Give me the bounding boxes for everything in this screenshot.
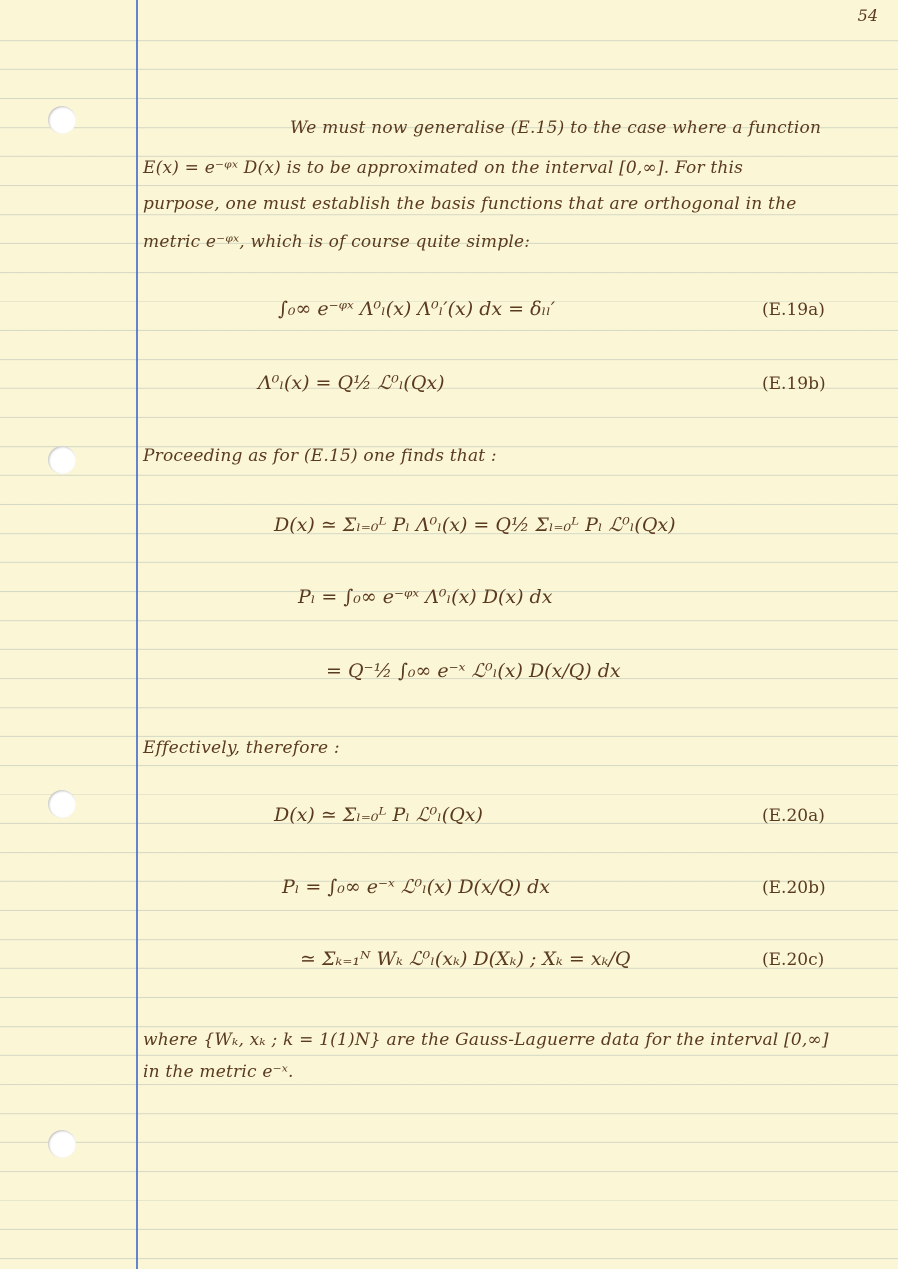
paragraph-1-line-4: metric e⁻ᵠˣ, which is of course quite simple: bbox=[143, 232, 531, 252]
equation-label-e20a: (E.20a) bbox=[762, 806, 825, 826]
equation-label-e19b: (E.19b) bbox=[762, 374, 826, 394]
equation-expansion-3: = Q⁻½ ∫₀∞ e⁻ˣ ℒ⁰ₗ(x) D(x/Q) dx bbox=[326, 660, 621, 682]
punch-hole bbox=[48, 106, 76, 134]
page-number: 54 bbox=[857, 6, 878, 25]
equation-e20c: ≃ Σₖ₌₁ᴺ Wₖ ℒ⁰ₗ(xₖ) D(Xₖ) ; Xₖ = xₖ/Q bbox=[300, 948, 631, 970]
equation-expansion-2: Pₗ = ∫₀∞ e⁻ᵠˣ Λ⁰ₗ(x) D(x) dx bbox=[298, 586, 553, 608]
punch-hole bbox=[48, 1130, 76, 1158]
paragraph-1-line-3: purpose, one must establish the basis functions that are orthogonal in the bbox=[143, 194, 797, 214]
equation-e20a: D(x) ≃ Σₗ₌₀ᴸ Pₗ ℒ⁰ₗ(Qx) bbox=[274, 804, 483, 826]
paragraph-1-line-2: E(x) = e⁻ᵠˣ D(x) is to be approximated on the interval [0,∞]. For this bbox=[143, 158, 744, 178]
margin-line bbox=[136, 0, 138, 1269]
punch-hole bbox=[48, 446, 76, 474]
punch-hole bbox=[48, 790, 76, 818]
paragraph-4-line-1: where {Wₖ, xₖ ; k = 1(1)N} are the Gauss-Laguerre data for the interval [0,∞] bbox=[143, 1030, 829, 1050]
equation-e20b: Pₗ = ∫₀∞ e⁻ˣ ℒ⁰ₗ(x) D(x/Q) dx bbox=[282, 876, 550, 898]
paragraph-4-line-2: in the metric e⁻ˣ. bbox=[143, 1062, 294, 1082]
paragraph-1-line-1: We must now generalise (E.15) to the case where a function bbox=[290, 118, 822, 138]
equation-e19a: ∫₀∞ e⁻ᵠˣ Λ⁰ₗ(x) Λ⁰ₗ′(x) dx = δₗₗ′ bbox=[278, 298, 556, 320]
equation-e19b: Λ⁰ₗ(x) = Q½ ℒ⁰ₗ(Qx) bbox=[258, 372, 445, 394]
equation-label-e20c: (E.20c) bbox=[762, 950, 825, 970]
paragraph-2: Proceeding as for (E.15) one finds that : bbox=[143, 446, 497, 466]
paragraph-3: Effectively, therefore : bbox=[143, 738, 340, 758]
equation-expansion-1: D(x) ≃ Σₗ₌₀ᴸ Pₗ Λ⁰ₗ(x) = Q½ Σₗ₌₀ᴸ Pₗ ℒ⁰ₗ(Qx) bbox=[274, 514, 676, 536]
equation-label-e19a: (E.19a) bbox=[762, 300, 825, 320]
equation-label-e20b: (E.20b) bbox=[762, 878, 826, 898]
